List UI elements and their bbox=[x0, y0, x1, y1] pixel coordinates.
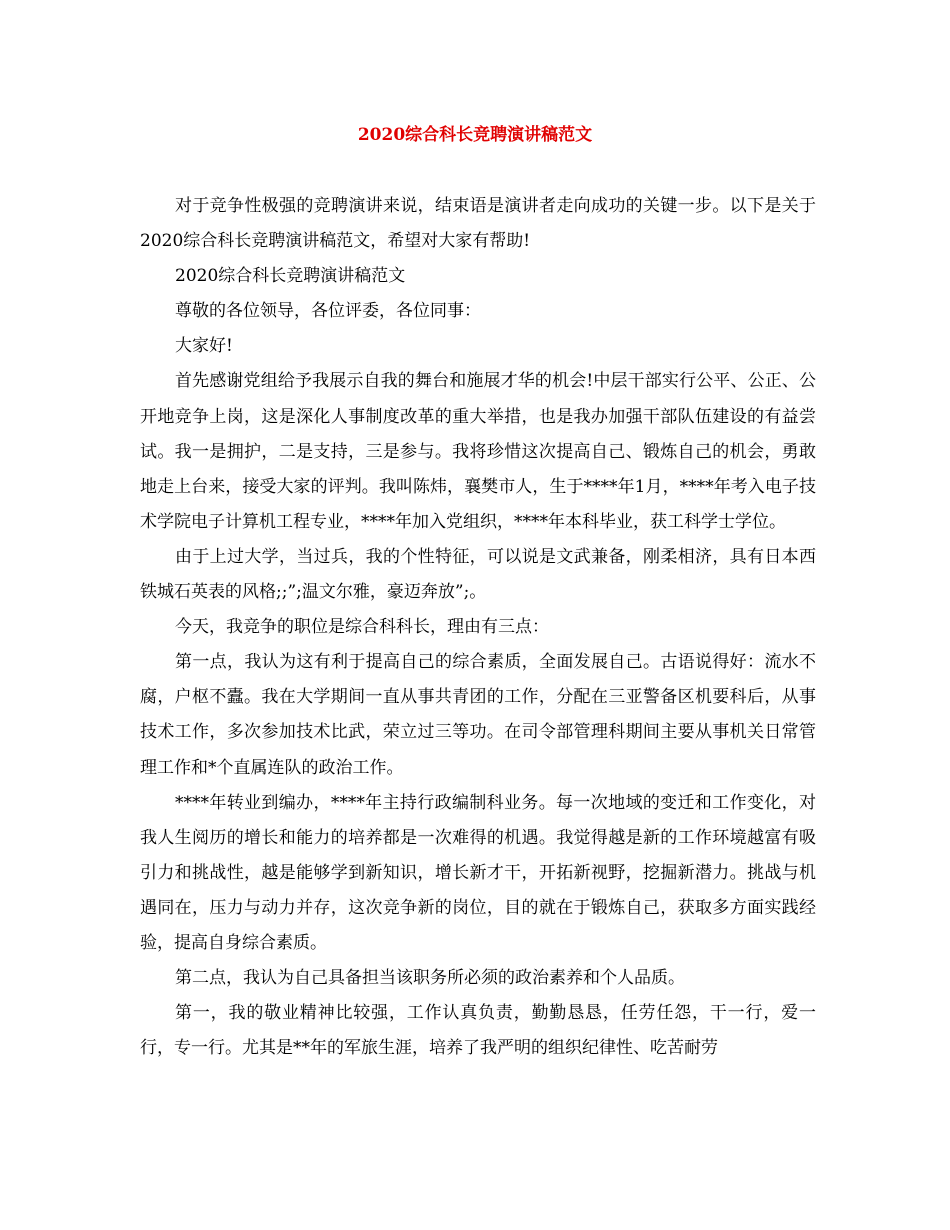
paragraph-career-history: ****年转业到编办，****年主持行政编制科业务。每一次地域的变迁和工作变化，对我人生阅历的增长和能力的培养都是一次难得的机遇。我觉得越是新的工作环境越富有吸引力和挑战性，越是能够学到新知识，增长新才干，开拓新视野，挖掘新潜力。挑战与机遇同在，压力与动力并存，这次竞争新的岗位，目的就在于锻炼自己，获取多方面实践经验，提高自身综合素质。 bbox=[140, 792, 816, 953]
paragraph-self-introduction: 首先感谢党组给予我展示自我的舞台和施展才华的机会!中层干部实行公平、公正、公开地竞争上岗，这是深化人事制度改革的重大举措，也是我办加强干部队伍建设的有益尝试。我一是拥护，二是支持，三是参与。我将珍惜这次提高自己、锻炼自己的机会，勇敢地走上台来，接受大家的评判。我叫陈炜，襄樊市人，生于****年1月，****年考入电子技术学院电子计算机工程专业，****年加入党组织，****年本科毕业，获工科学士学位。 bbox=[140, 371, 816, 532]
paragraph-greeting: 大家好! bbox=[175, 336, 233, 357]
paragraph-intro: 对于竞争性极强的竞聘演讲来说，结束语是演讲者走向成功的关键一步。以下是关于2020综合科长竞聘演讲稿范文，希望对大家有帮助! bbox=[140, 196, 816, 252]
paragraph-reason-two: 第二点，我认为自己具备担当该职务所必须的政治素养和个人品质。 bbox=[175, 968, 685, 989]
paragraph-personality: 由于上过大学，当过兵，我的个性特征，可以说是文武兼备，刚柔相济，具有日本西铁城石英表的风格;;”;温文尔雅，豪迈奔放”;。 bbox=[140, 546, 816, 603]
document-title: 2020综合科长竞聘演讲稿范文 bbox=[357, 125, 593, 145]
paragraph-reason-one: 第一点，我认为这有利于提高自己的综合素质，全面发展自己。古语说得好：流水不腐，户枢不蠹。我在大学期间一直从事共青团的工作，分配在三亚警备区机要科后，从事技术工作，多次参加技术比武，荣立过三等功。在司令部管理科期间主要从事机关日常管理工作和*个直属连队的政治工作。 bbox=[140, 652, 816, 778]
paragraph-dedication: 第一，我的敬业精神比较强，工作认真负责，勤勤恳恳，任劳任怨，干一行，爱一行，专一行。尤其是**年的军旅生涯，培养了我严明的组织纪律性、吃苦耐劳 bbox=[140, 1003, 816, 1059]
document-body bbox=[140, 189, 816, 1066]
paragraph-salutation: 尊敬的各位领导，各位评委，各位同事： bbox=[175, 301, 481, 322]
paragraph-subtitle: 2020综合科长竞聘演讲稿范文 bbox=[175, 266, 406, 287]
paragraph-position: 今天，我竞争的职位是综合科科长，理由有三点： bbox=[175, 617, 549, 638]
